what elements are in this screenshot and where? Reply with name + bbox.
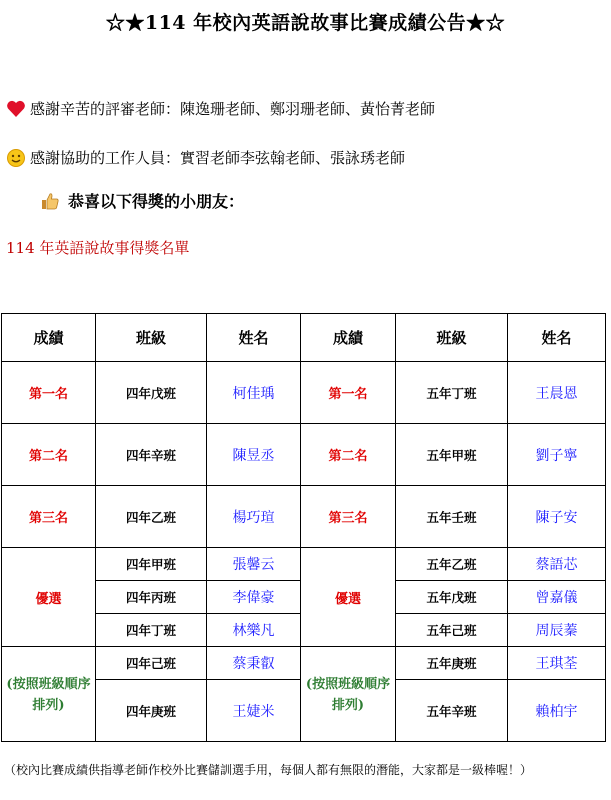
- class-cell: 五年乙班: [396, 548, 508, 581]
- name-cell: 周辰蓁: [508, 614, 606, 647]
- thanks-staff-line: [6, 147, 405, 168]
- class-cell: 四年己班: [96, 647, 207, 680]
- list-title: 114 年英語說故事得獎名單: [6, 239, 190, 257]
- honor-note-cell: [301, 647, 396, 742]
- header-rank: 成績: [2, 314, 96, 362]
- name-cell: 王琪荃: [508, 647, 606, 680]
- name-cell: 蔡語芯: [508, 548, 606, 581]
- rank-cell: 第三名: [301, 486, 396, 548]
- name-cell: 蔡秉叡: [207, 647, 301, 680]
- table-row: [2, 647, 606, 680]
- class-cell: 五年戊班: [396, 581, 508, 614]
- name-cell: 賴柏宇: [508, 680, 606, 742]
- thanks-judges-line: [6, 98, 435, 119]
- class-cell: 五年辛班: [396, 680, 508, 742]
- class-cell: 五年丁班: [396, 362, 508, 424]
- thumbs-up-icon: [40, 191, 60, 211]
- class-cell: 四年戊班: [96, 362, 207, 424]
- class-cell: 四年辛班: [96, 424, 207, 486]
- name-cell: 楊巧瑄: [207, 486, 301, 548]
- table-row: [2, 486, 606, 548]
- honor-note: (按照班級順序排列): [305, 677, 391, 713]
- table-row: [2, 362, 606, 424]
- name-cell: 王晨恩: [508, 362, 606, 424]
- name-cell: 王婕米: [207, 680, 301, 742]
- honor-label: 優選: [35, 591, 62, 607]
- rank-cell: 第二名: [301, 424, 396, 486]
- class-cell: 五年庚班: [396, 647, 508, 680]
- congrats-line: [40, 189, 244, 212]
- header-class: 班級: [396, 314, 508, 362]
- name-cell: 陳昱丞: [207, 424, 301, 486]
- header-class: 班級: [96, 314, 207, 362]
- class-cell: 五年壬班: [396, 486, 508, 548]
- honor-note-cell: [2, 647, 96, 742]
- rank-cell: 第一名: [2, 362, 96, 424]
- honor-note: (按照班級順序排列): [6, 677, 91, 713]
- heart-icon: [6, 99, 26, 119]
- table-row: [2, 548, 606, 581]
- header-name: 姓名: [508, 314, 606, 362]
- rank-cell: 第一名: [301, 362, 396, 424]
- class-cell: 四年丙班: [96, 581, 207, 614]
- class-cell: 四年甲班: [96, 548, 207, 581]
- results-table: [1, 313, 606, 742]
- class-cell: 四年乙班: [96, 486, 207, 548]
- name-cell: 張馨云: [207, 548, 301, 581]
- page-title: ☆★114 年校內英語說故事比賽成績公告★☆: [105, 12, 506, 34]
- class-cell: 四年丁班: [96, 614, 207, 647]
- honor-label-cell: [301, 548, 396, 647]
- class-cell: 四年庚班: [96, 680, 207, 742]
- header-rank: 成績: [301, 314, 396, 362]
- name-cell: 陳子安: [508, 486, 606, 548]
- header-row: [2, 314, 606, 362]
- smiley-icon: [6, 148, 26, 168]
- honor-label: 優選: [334, 591, 361, 607]
- name-cell: 曾嘉儀: [508, 581, 606, 614]
- class-cell: 五年己班: [396, 614, 508, 647]
- honor-label-cell: [2, 548, 96, 647]
- name-cell: 柯佳瑀: [207, 362, 301, 424]
- header-name: 姓名: [207, 314, 301, 362]
- footer-note: （校內比賽成績供指導老師作校外比賽儲訓選手用，每個人都有無限的潛能，大家都是一級棒喔！）: [4, 763, 533, 777]
- thanks-staff-text: 感謝協助的工作人員：實習老師李弦翰老師、張詠琇老師: [30, 149, 406, 167]
- rank-cell: 第二名: [2, 424, 96, 486]
- class-cell: 五年甲班: [396, 424, 508, 486]
- name-cell: 李偉豪: [207, 581, 301, 614]
- name-cell: 林樂凡: [207, 614, 301, 647]
- congrats-text: 恭喜以下得獎的小朋友：: [68, 192, 245, 211]
- table-row: [2, 424, 606, 486]
- name-cell: 劉子寧: [508, 424, 606, 486]
- thanks-judges-text: 感謝辛苦的評審老師：陳逸珊老師、鄭羽珊老師、黃怡菁老師: [30, 100, 436, 118]
- rank-cell: 第三名: [2, 486, 96, 548]
